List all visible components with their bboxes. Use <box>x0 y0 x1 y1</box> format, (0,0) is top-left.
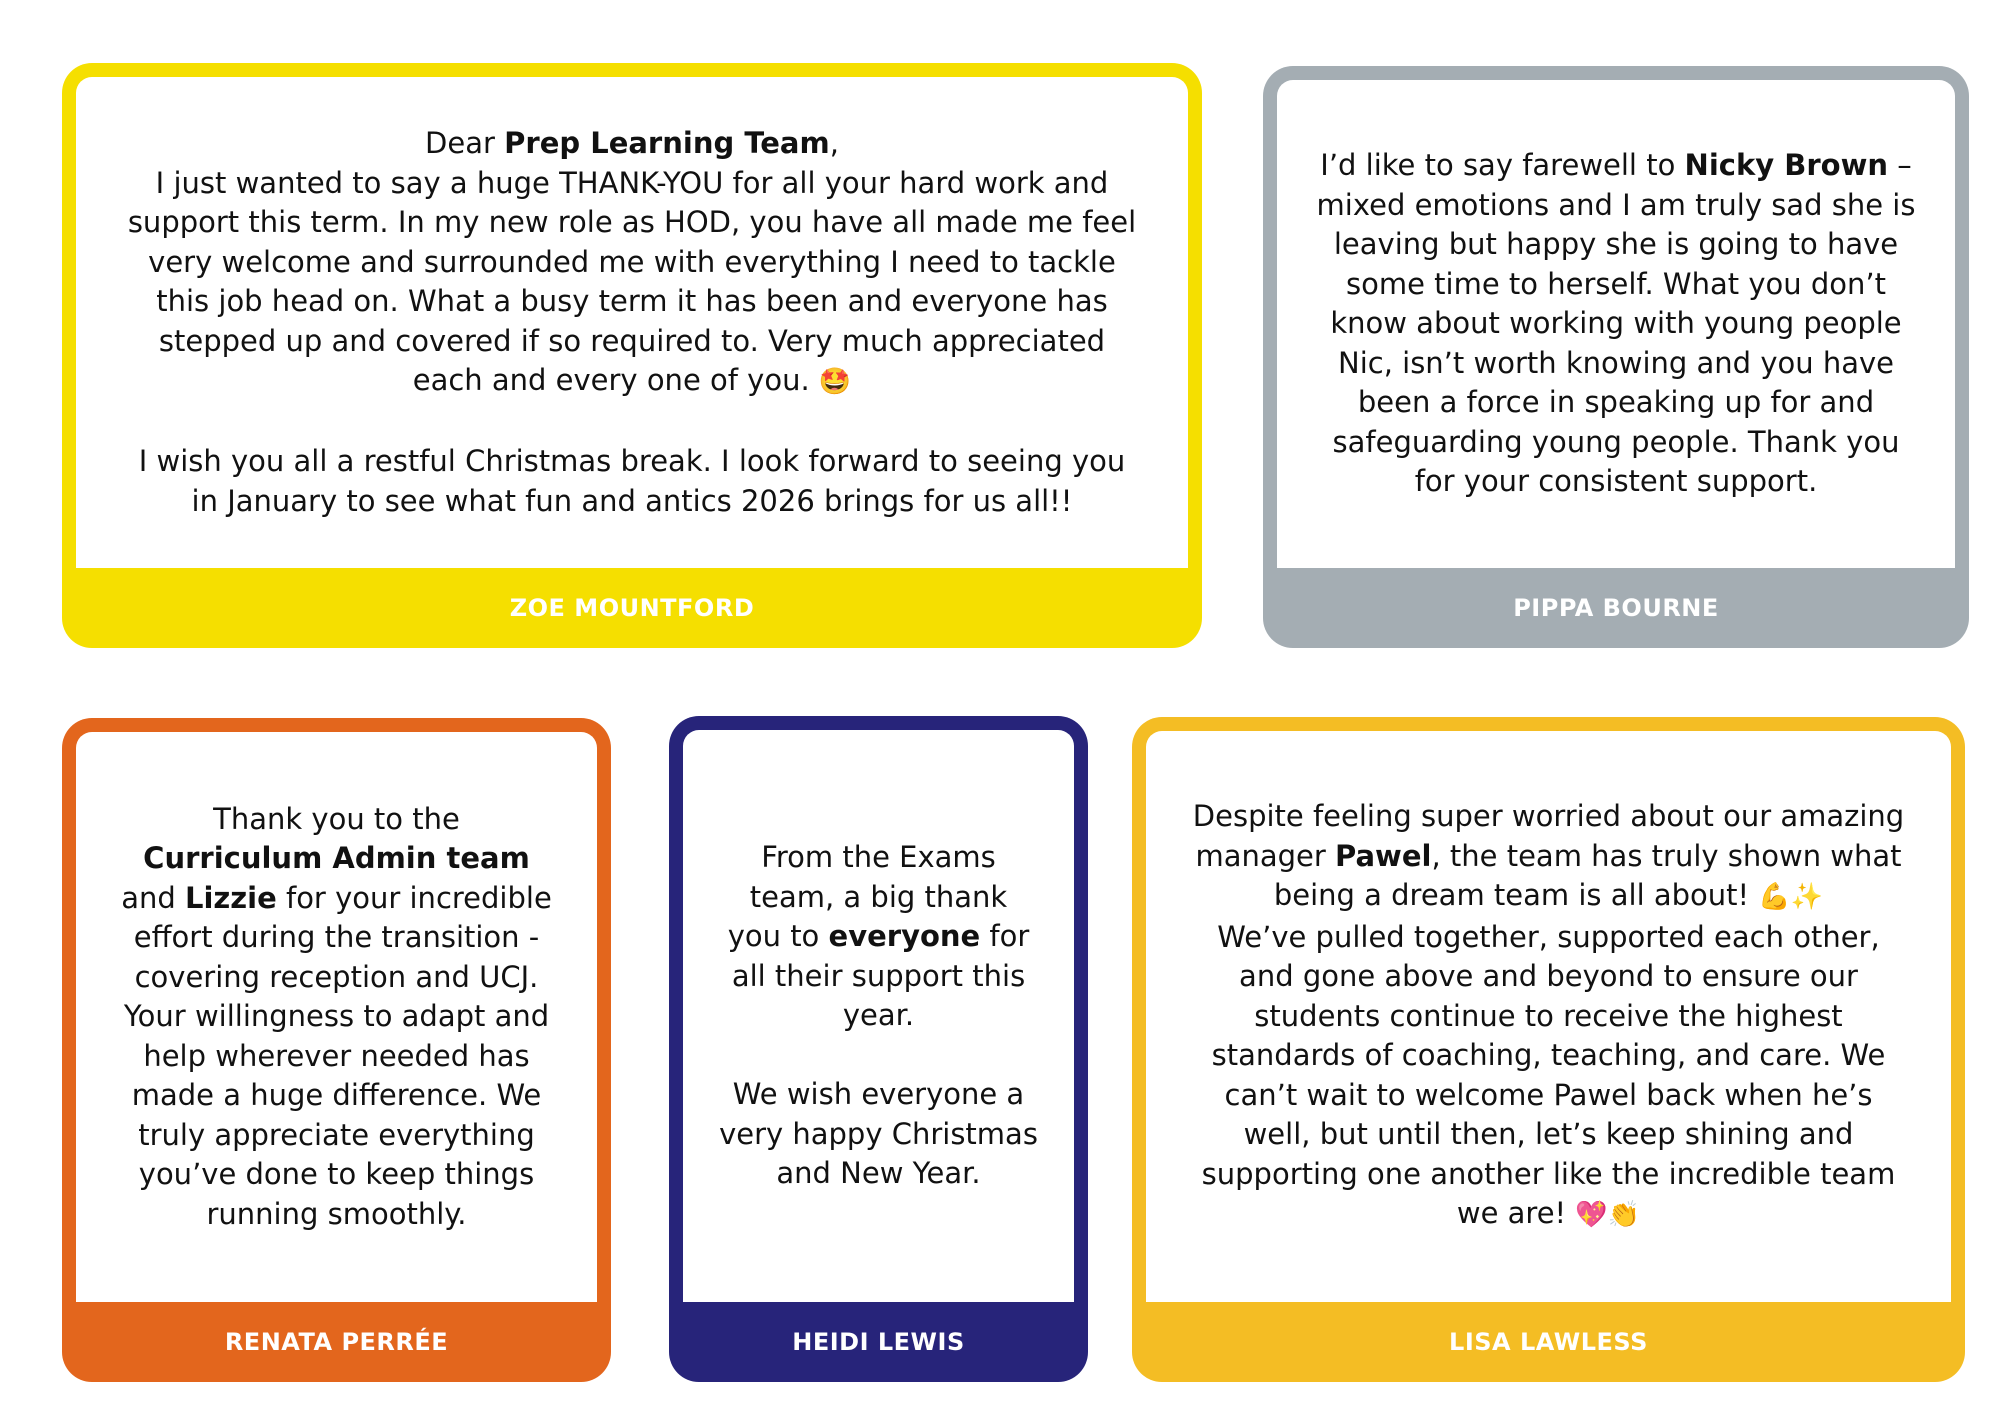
zoe-greeting: Dear Prep Learning Team, <box>425 126 839 160</box>
card-heidi-message <box>683 730 1074 1302</box>
card-heidi-lewis <box>669 716 1088 1382</box>
pippa-paragraph: I’d like to say farewell to Nicky Brown – mixed emotions and I am truly sad she is leaving but happy she is going to have some time to herself. What you don’t know about working with young people Nic, isn’t worth knowing and you have been a force in speaking up for and safeguarding young people. Thank you for your consistent support. <box>1316 148 1916 499</box>
lisa-pawel: Pawel <box>1335 838 1432 873</box>
heidi-paragraph-2: We wish everyone a very happy Christmas and New Year. <box>719 1077 1038 1191</box>
card-renata-message <box>76 732 597 1302</box>
card-pippa-signature: PIPPA BOURNE <box>1513 594 1719 622</box>
card-zoe-message <box>76 77 1188 568</box>
zoe-paragraph-1: I just wanted to say a huge THANK-YOU for all your hard work and support this term. In my new role as HOD, you have all made me feel very welcome and surrounded me with everything I need to tackle this job head on. What a busy term it has been and everyone has stepped up and covered if so required to. Very much appreciated each and every one of you. 🤩 <box>127 165 1137 397</box>
muscle-sparkles-emoji-icon: 💪✨ <box>1758 882 1824 913</box>
lisa-paragraph-2: We’ve pulled together, supported each other, and gone above and beyond to ensure our students continue to receive the highest standards of coaching, teaching, and care. We can’t wait to welcome Pawel back when he’s well, but until then, let’s keep shining and supporting one another like the incredible team we are! 💖👏 <box>1201 919 1896 1231</box>
card-renata-signature: RENATA PERRÉE <box>224 1328 449 1356</box>
renata-curriculum-admin-team: Curriculum Admin team <box>143 841 530 876</box>
renata-paragraph: Thank you to the Curriculum Admin team and Lizzie for your incredible effort during the transition - covering reception and UCJ. Your willingness to adapt and help wherever needed has made a huge difference. We truly appreciate everything you’ve done to keep things running smoothly. <box>121 801 552 1231</box>
card-zoe-mountford <box>62 63 1202 648</box>
card-lisa-message <box>1146 731 1951 1302</box>
card-lisa-lawless <box>1132 717 1965 1382</box>
lisa-paragraph-1: Despite feeling super worried about our amazing manager Pawel, the team has truly shown what being a dream team is all about! 💪✨ <box>1192 799 1905 913</box>
card-renata-perree <box>62 718 611 1382</box>
heart-clap-emoji-icon: 💖👏 <box>1575 1200 1641 1231</box>
renata-lizzie: Lizzie <box>184 880 277 915</box>
card-pippa-bourne <box>1263 66 1969 648</box>
zoe-paragraph-2: I wish you all a restful Christmas break. I look forward to seeing you in January to see what fun and antics 2026 brings for us all!! <box>138 444 1126 518</box>
card-lisa-signature: LISA LAWLESS <box>1449 1328 1648 1356</box>
card-zoe-signature: ZOE MOUNTFORD <box>509 594 755 622</box>
heidi-paragraph-1: From the Exams team, a big thank you to everyone for all their support this year. <box>727 840 1030 1033</box>
zoe-greeting-team: Prep Learning Team <box>504 126 830 160</box>
card-pippa-message <box>1277 80 1955 568</box>
card-heidi-signature: HEIDI LEWIS <box>792 1328 965 1356</box>
pippa-nicky-brown: Nicky Brown <box>1684 148 1888 183</box>
star-struck-emoji-icon: 🤩 <box>818 367 852 397</box>
heidi-everyone: everyone <box>828 919 981 954</box>
